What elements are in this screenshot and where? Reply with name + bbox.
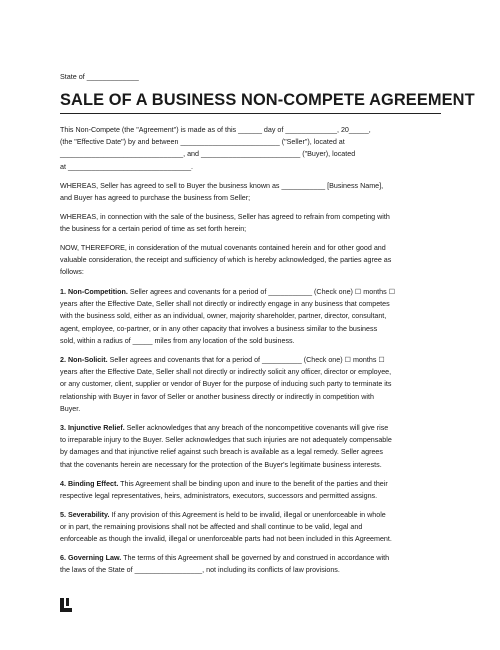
section-line: by damages and that injunctive relief against such breach is available as a legal remedy. Seller agrees xyxy=(60,448,383,457)
intro-line: (the "Effective Date") by and between _________________________ ("Seller"), located at xyxy=(60,138,345,147)
section-heading: 1. Non-Competition. xyxy=(60,288,128,296)
section-line: Seller acknowledges that any breach of the noncompetitive covenants will give rise xyxy=(124,424,389,432)
section-heading: 4. Binding Effect. xyxy=(60,480,119,488)
section-non-competition xyxy=(60,286,446,347)
intro-line: at _______________________________. xyxy=(60,162,194,171)
whereas-line: WHEREAS, Seller has agreed to sell to Buyer the business known as ___________ [Business Name], xyxy=(60,182,384,190)
whereas-line: and Buyer has agreed to purchase the business from Seller; xyxy=(60,194,251,203)
whereas-line: WHEREAS, in connection with the sale of the business, Seller has agreed to refrain from competing with xyxy=(60,213,390,221)
section-line: If any provision of this Agreement is held to be invalid, illegal or unenforceable in whole xyxy=(109,511,386,519)
section-line: enforceable as though the invalid, illegal or unenforceable parts had not been included in this Agreement. xyxy=(60,535,392,544)
section-line: agent, employee, co-partner, or in any other capacity that involves a business similar to the business xyxy=(60,324,378,333)
section-line: relationship with Buyer in favor of Seller or another business directly or indirectly in competition with xyxy=(60,392,374,401)
section-line: Seller agrees and covenants for a period of ___________ (Check one) ☐ months ☐ xyxy=(127,288,396,296)
intro-paragraph xyxy=(60,124,446,173)
whereas-line: the business for a certain period of time as set forth herein; xyxy=(60,225,247,234)
section-governing-law xyxy=(60,552,446,576)
section-binding-effect xyxy=(60,478,446,502)
section-line: with the business sold, either as an individual, owner, majority shareholder, partner, director, consultant, xyxy=(60,312,387,321)
section-heading: 6. Governing Law. xyxy=(60,554,122,562)
state-of-line: State of _____________ xyxy=(60,72,139,81)
section-line: The terms of this Agreement shall be governed by and construed in accordance with xyxy=(121,554,390,562)
section-line: or any customer, client, supplier or vendor of Buyer for the purpose of inducing such party to terminate its xyxy=(60,380,392,389)
now-therefore-paragraph xyxy=(60,242,446,279)
section-line: sold, within a radius of _____ miles from any location of the sold business. xyxy=(60,336,295,345)
whereas-sale-paragraph xyxy=(60,180,446,204)
section-injunctive-relief xyxy=(60,422,446,471)
section-non-solicit xyxy=(60,354,446,415)
section-line: Seller agrees and covenants that for a period of __________ (Check one) ☐ months ☐ xyxy=(107,356,385,364)
section-line: This Agreement shall be binding upon and inure to the benefit of the parties and their xyxy=(118,480,388,488)
document-title: SALE OF A BUSINESS NON-COMPETE AGREEMENT xyxy=(60,91,475,109)
section-heading: 2. Non-Solicit. xyxy=(60,356,108,364)
now-therefore-line: NOW, THEREFORE, in consideration of the mutual covenants contained herein and for other good and xyxy=(60,244,386,252)
section-severability xyxy=(60,509,446,546)
section-line: years after the Effective Date, Seller shall not directly or indirectly solicit any officer, director or employee, xyxy=(60,368,392,377)
intro-line: _______________________________, and _________________________ ("Buyer), located xyxy=(60,150,356,159)
section-heading: 5. Severability. xyxy=(60,511,110,519)
section-line: Buyer. xyxy=(60,404,81,413)
now-therefore-line: follows: xyxy=(60,268,84,277)
whereas-compete-paragraph xyxy=(60,211,446,235)
intro-line: This Non-Compete (the "Agreement") is made as of this ______ day of _____________, 20_____, xyxy=(60,126,371,134)
now-therefore-line: valuable consideration, the receipt and sufficiency of which is hereby acknowledged, the parties agree as xyxy=(60,256,392,265)
section-line: that the covenants herein are necessary for the protection of the Buyer's legitimate business interests. xyxy=(60,460,382,469)
section-line: respective legal representatives, heirs, administrators, executors, successors and permitted assigns. xyxy=(60,492,378,501)
section-line: the laws of the State of _________________, not including its conflicts of law provisions. xyxy=(60,566,340,575)
section-line: years after the Effective Date, Seller shall not directly or indirectly engage in any business that competes xyxy=(60,300,390,309)
title-underline xyxy=(60,113,441,114)
section-line: to irreparable injury to the Buyer. Seller acknowledges that such injuries are not adequately compensable xyxy=(60,436,392,445)
section-heading: 3. Injunctive Relief. xyxy=(60,424,125,432)
legal-templates-logo-icon xyxy=(60,598,72,612)
section-line: or in part, the remaining provisions shall not be affected and shall continue to be valid, legal and xyxy=(60,523,363,532)
